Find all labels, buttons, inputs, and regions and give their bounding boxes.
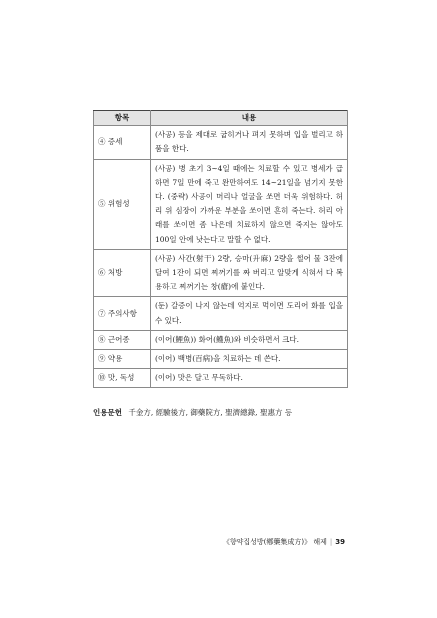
column-header-content: 내용 bbox=[151, 111, 348, 126]
table-header-row bbox=[94, 111, 348, 126]
column-header-item: 항목 bbox=[94, 111, 151, 126]
row-value-taste-toxicity: (이어) 맛은 달고 무독하다. bbox=[151, 369, 348, 388]
row-value-precautions: (둔) 갈증이 나지 않는데 억지로 먹이면 도리어 화를 입을 수 있다. bbox=[151, 297, 348, 330]
page-footer bbox=[223, 537, 345, 547]
row-key-taste-toxicity: ⑩ 맛, 독성 bbox=[94, 369, 151, 388]
row-key-precautions: ⑦ 주의사항 bbox=[94, 297, 151, 330]
footer-separator: | bbox=[329, 538, 333, 546]
row-key-risk: ⑤ 위험성 bbox=[94, 159, 151, 249]
table-row bbox=[94, 126, 348, 159]
references-label: 인용문헌 bbox=[93, 408, 122, 417]
row-key-related-species: ⑧ 근어종 bbox=[94, 330, 151, 349]
row-key-medicinal-use: ⑨ 약용 bbox=[94, 350, 151, 369]
table-row bbox=[94, 330, 348, 349]
references-line bbox=[93, 407, 363, 418]
table-row bbox=[94, 297, 348, 330]
row-value-related-species: (이어(鯉魚)) 화어(鱯魚)와 비슷하면서 크다. bbox=[151, 330, 348, 349]
footer-book-title: 《향약집성방(鄕藥集成方)》 해제 bbox=[222, 538, 327, 546]
table-row bbox=[94, 350, 348, 369]
table-row bbox=[94, 159, 348, 249]
table-row bbox=[94, 249, 348, 297]
row-value-symptoms: (사공) 등을 제대로 굽히거나 펴지 못하며 입을 벌리고 하품을 한다. bbox=[151, 126, 348, 159]
table-row bbox=[94, 369, 348, 388]
references-text: 千金方, 經驗後方, 御藥院方, 聖濟總錄, 聖惠方 등 bbox=[128, 408, 293, 417]
page-number: 39 bbox=[335, 538, 345, 546]
row-key-prescription: ⑥ 처방 bbox=[94, 249, 151, 297]
row-value-medicinal-use: (이어) 백병(百病)을 치료하는 데 쓴다. bbox=[151, 350, 348, 369]
herb-info-table bbox=[93, 110, 348, 388]
row-key-symptoms: ④ 증세 bbox=[94, 126, 151, 159]
row-value-prescription: (사공) 사간(射干) 2량, 승마(升麻) 2량을 썰어 물 3잔에 달여 1잔이 되면 찌꺼기를 짜 버리고 알맞게 식혀서 다 복용하고 찌꺼기는 창(瘡)에 붙인다. bbox=[151, 249, 348, 297]
row-value-risk: (사공) 병 초기 3~4일 때에는 치료할 수 있고 병세가 급하면 7일 만에 죽고 완만하여도 14~21일을 넘기지 못한다. (중략) 사공이 머리나 얼굴을 쏘면 더욱 위험하다. 허리 위 심장이 가까운 부분을 쏘이면 흔히 죽는다. 허리 아래를 쏘이면 좀 나은데 치료하지 않으면 죽지는 않아도 100일 안에 낫는다고 말할 수 없다. bbox=[151, 159, 348, 249]
